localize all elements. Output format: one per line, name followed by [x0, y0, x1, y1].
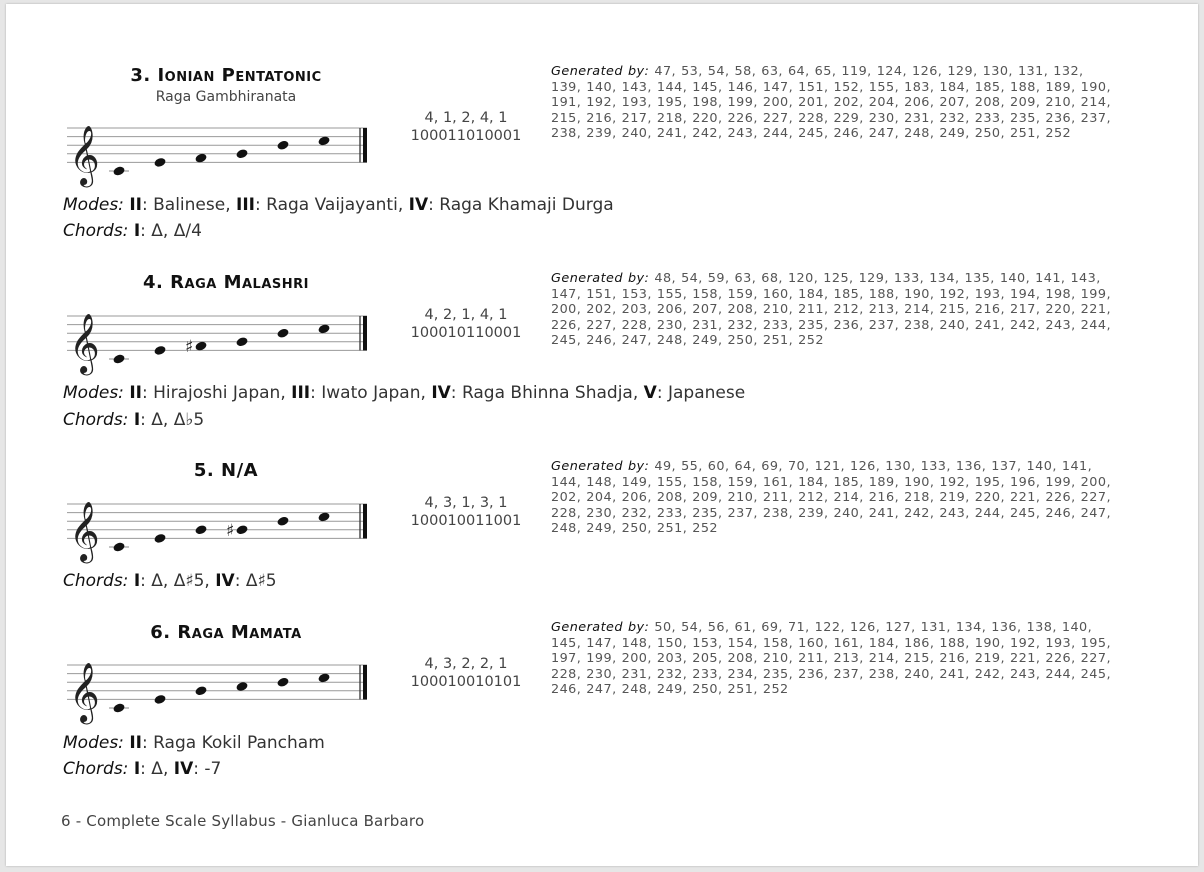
mode-name: Balinese: [153, 195, 226, 215]
generated-by-label: Generated by:: [551, 271, 650, 286]
interval-pattern: 4, 3, 2, 2, 1: [424, 656, 508, 672]
note-head: [112, 353, 125, 364]
chords-line: Chords: I: Δ, Δ♯5, IV: Δ♯5: [63, 571, 277, 591]
note-head: [276, 515, 289, 526]
chord-degree: I: [133, 571, 141, 591]
note-head: [276, 139, 289, 150]
final-barline: [363, 316, 367, 350]
chord-degree: IV: [173, 759, 194, 779]
generated-by-list: [551, 271, 1111, 349]
modes-line: Modes: II: Balinese, III: Raga Vaijayanti, IV: Raga Khamaji Durga: [63, 195, 614, 215]
chords-line: Chords: I: Δ, IV: -7: [63, 759, 222, 779]
generated-by-values: 47, 53, 54, 58, 63, 64, 65, 119, 124, 126, 129, 130, 131, 132, 139, 140, 143, 144, 145, 146, 147, 151, 152, 155, 183, 184, 185, 188, 189, 190, 191, 192, 193, 195, 198, 199, 200, 201, 202, 204, 206, 207, 208, 209, 210, 214, 215, 216, 217, 218, 220, 226, 227, 228, 229, 230, 231, 232, 233, 235, 236, 237, 238, 239, 240, 241, 242, 243, 244, 245, 246, 247, 248, 249, 250, 251, 252: [551, 64, 1111, 142]
mode-number: II: [129, 733, 142, 753]
mode-number: V: [643, 383, 657, 403]
generated-by-values: 48, 54, 59, 63, 68, 120, 125, 129, 133, 134, 135, 140, 141, 143, 147, 151, 153, 155, 158, 159, 160, 184, 185, 188, 190, 192, 193, 194, 198, 199, 200, 202, 203, 206, 207, 208, 210, 211, 212, 213, 214, 215, 216, 217, 220, 221, 226, 227, 228, 230, 231, 232, 233, 235, 236, 237, 238, 240, 241, 242, 243, 244, 245, 246, 247, 248, 249, 250, 251, 252: [551, 271, 1111, 349]
music-staff: [61, 298, 381, 378]
scale-subtitle: Raga Gambhiranata: [155, 89, 297, 105]
generated-by-values: 49, 55, 60, 64, 69, 70, 121, 126, 130, 133, 136, 137, 140, 141, 144, 148, 149, 155, 158, 159, 161, 184, 185, 189, 190, 192, 195, 196, 199, 200, 202, 204, 206, 208, 209, 210, 211, 212, 214, 216, 218, 219, 220, 221, 226, 227, 228, 230, 232, 233, 235, 237, 238, 239, 240, 241, 242, 243, 244, 245, 246, 247, 248, 249, 250, 251, 252: [551, 459, 1111, 537]
note-head: [112, 165, 125, 176]
note-head: [153, 694, 166, 705]
chord-degree: I: [133, 759, 141, 779]
page-footer: 6 - Complete Scale Syllabus - Gianluca Barbaro: [61, 812, 425, 830]
mode-number: IV: [431, 383, 451, 403]
note-head: [276, 327, 289, 338]
generated-by-list: [551, 64, 1111, 142]
generated-by-list: [551, 459, 1111, 537]
note-head: [276, 676, 289, 687]
note-head: [235, 524, 248, 535]
mode-name: Iwato Japan: [321, 383, 421, 403]
interval-pattern: 4, 3, 1, 3, 1: [424, 495, 508, 511]
mode-number: II: [129, 195, 142, 215]
chord-list: Δ, Δ♯5: [151, 571, 205, 591]
modes-label: Modes:: [63, 733, 124, 753]
mode-name: Raga Vaijayanti: [266, 195, 398, 215]
chord-degree: I: [133, 410, 141, 430]
chords-line: Chords: I: Δ, Δ♭5: [63, 410, 205, 430]
mode-name: Raga Kokil Pancham: [153, 733, 325, 753]
chord-degree: IV: [215, 571, 235, 591]
chords-label: Chords:: [63, 221, 129, 241]
chord-degree: I: [133, 221, 141, 241]
chord-list: Δ, Δ♭5: [151, 410, 205, 430]
scale-formula: [396, 109, 536, 145]
note-head: [112, 702, 125, 713]
modes-label: Modes:: [63, 195, 124, 215]
note-head: [235, 336, 248, 347]
note-head: [235, 148, 248, 159]
interval-pattern: 4, 2, 1, 4, 1: [424, 307, 508, 323]
modes-label: Modes:: [63, 383, 124, 403]
scale-title: 5. N/A: [193, 460, 259, 481]
generated-by-label: Generated by:: [551, 64, 650, 79]
generated-by-list: [551, 620, 1111, 698]
final-barline: [363, 665, 367, 699]
chords-label: Chords:: [63, 759, 129, 779]
chord-list: Δ: [151, 759, 163, 779]
scale-title: 3. Ionian Pentatonic: [130, 65, 322, 86]
scale-formula: [396, 306, 536, 342]
music-staff: [61, 647, 381, 727]
scale-formula: [396, 494, 536, 530]
note-head: [112, 541, 125, 552]
treble-clef-icon: 𝄞: [69, 313, 100, 374]
mode-name: Hirajoshi Japan: [153, 383, 281, 403]
binary-pattern: 100010010101: [410, 674, 522, 690]
generated-by-values: 50, 54, 56, 61, 69, 71, 122, 126, 127, 131, 134, 136, 138, 140, 145, 147, 148, 150, 153, 154, 158, 160, 161, 184, 186, 188, 190, 192, 193, 195, 197, 199, 200, 203, 205, 208, 210, 211, 213, 214, 215, 216, 219, 221, 226, 227, 228, 230, 231, 232, 233, 234, 235, 236, 237, 238, 240, 241, 242, 243, 244, 245, 246, 247, 248, 249, 250, 251, 252: [551, 620, 1111, 698]
scale-title: 6. Raga Mamata: [150, 622, 302, 643]
music-staff: [61, 110, 381, 190]
chords-line: Chords: I: Δ, Δ/4: [63, 221, 202, 241]
chord-list: Δ♯5: [245, 571, 277, 591]
scale-title: 4. Raga Malashri: [143, 272, 309, 293]
treble-clef-icon: 𝄞: [69, 125, 100, 186]
scale-formula: [396, 655, 536, 691]
treble-clef-icon: 𝄞: [69, 501, 100, 562]
mode-name: Raga Bhinna Shadja: [461, 383, 633, 403]
sharp-icon: ♯: [185, 337, 194, 358]
mode-number: III: [291, 383, 311, 403]
note-head: [194, 685, 207, 696]
mode-number: III: [236, 195, 255, 215]
generated-by-label: Generated by:: [551, 459, 650, 474]
generated-by-label: Generated by:: [551, 620, 650, 635]
mode-number: IV: [408, 195, 429, 215]
chords-label: Chords:: [63, 410, 129, 430]
chord-list: Δ, Δ/4: [151, 221, 202, 241]
binary-pattern: 100010011001: [410, 513, 522, 529]
treble-clef-icon: 𝄞: [69, 662, 100, 723]
mode-number: II: [129, 383, 142, 403]
mode-name: Japanese: [667, 383, 746, 403]
mode-name: Raga Khamaji Durga: [439, 195, 614, 215]
modes-line: Modes: II: Raga Kokil Pancham: [63, 733, 325, 753]
document-page: [6, 4, 1198, 866]
final-barline: [363, 504, 367, 538]
modes-line: Modes: II: Hirajoshi Japan, III: Iwato Japan, IV: Raga Bhinna Shadja, V: Japanese: [63, 383, 746, 403]
chords-label: Chords:: [63, 571, 129, 591]
note-head: [194, 524, 207, 535]
note-head: [153, 345, 166, 356]
binary-pattern: 100010110001: [410, 325, 522, 341]
interval-pattern: 4, 1, 2, 4, 1: [424, 110, 508, 126]
music-staff: [61, 486, 381, 566]
binary-pattern: 100011010001: [410, 128, 522, 144]
note-head: [153, 533, 166, 544]
chord-list: -7: [204, 759, 222, 779]
note-head: [153, 157, 166, 168]
final-barline: [363, 128, 367, 162]
sharp-icon: ♯: [226, 520, 235, 541]
